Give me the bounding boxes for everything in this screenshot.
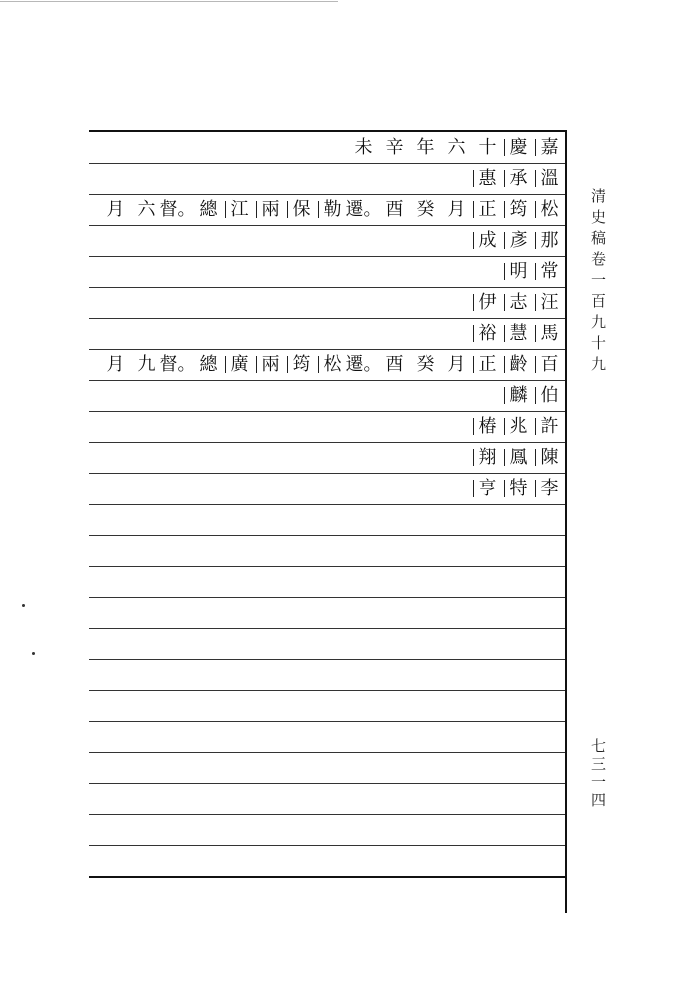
table-cell: 嘉: [534, 132, 565, 163]
table-cell: 齡: [503, 349, 534, 380]
table-rule: [89, 504, 567, 505]
table-rule: [89, 597, 567, 598]
table-rule: [89, 721, 567, 722]
table-cell: 酉: [385, 353, 404, 375]
table-cell: 總: [199, 198, 218, 220]
table-cell: 翔: [472, 442, 503, 473]
table-row: [89, 194, 567, 225]
table-cell: 兩: [255, 194, 286, 225]
table-cell: 月: [447, 198, 466, 220]
page-top-rule: [0, 1, 338, 2]
table-cell: 十: [478, 136, 497, 158]
table-cell: 慶: [503, 132, 534, 163]
table-cell: 特: [503, 473, 534, 504]
table-row: [89, 132, 567, 163]
table-rule: [89, 659, 567, 660]
table-cell: 月: [106, 198, 125, 220]
table-cell: 未: [354, 136, 373, 158]
table-cell: 伯: [534, 380, 565, 411]
table-cell: 兆: [503, 411, 534, 442]
table-cell: 廣: [224, 349, 255, 380]
table-right-border: [565, 130, 567, 913]
table-rule: [89, 876, 567, 878]
table-cell: 馬: [534, 318, 565, 349]
table-cell: 那: [534, 225, 565, 256]
table-cell: 椿: [472, 411, 503, 442]
table-cell: 松: [534, 194, 565, 225]
table-cell: 正: [472, 349, 503, 380]
page-number: 七三一四: [589, 738, 607, 810]
table-row: [89, 256, 567, 287]
table-cell: 筠: [286, 349, 317, 380]
table-cell: 兩: [255, 349, 286, 380]
table-cell: 江: [224, 194, 255, 225]
table-cell: 督。: [159, 198, 196, 220]
table-cell: 癸: [416, 198, 435, 220]
table-cell: 陳: [534, 442, 565, 473]
table-cell: 總: [199, 353, 218, 375]
table-cell: 六: [137, 198, 156, 220]
table-cell: 九: [137, 353, 156, 375]
table-cell: 督。: [159, 353, 196, 375]
table-row: [89, 318, 567, 349]
table-cell: 伊: [472, 287, 503, 318]
table-cell: 彥: [503, 225, 534, 256]
table-cell: 李: [534, 473, 565, 504]
table-cell: 汪: [534, 287, 565, 318]
table-cell: 月: [106, 353, 125, 375]
table-cell: 遷。: [345, 353, 382, 375]
table-cell: 正: [472, 194, 503, 225]
table-cell: 明: [503, 256, 534, 287]
table-cell: 酉: [385, 198, 404, 220]
table-rule: [89, 566, 567, 567]
table-cell: 筠: [503, 194, 534, 225]
table-rule: [89, 814, 567, 815]
table-row: [89, 411, 567, 442]
table-row: [89, 225, 567, 256]
table-cell: 松: [317, 349, 348, 380]
table-cell: 百: [534, 349, 565, 380]
table-cell: 遷。: [345, 198, 382, 220]
table-cell: 承: [503, 163, 534, 194]
table-row: [89, 163, 567, 194]
table-cell: 志: [503, 287, 534, 318]
table-cell: 年: [416, 136, 435, 158]
table-cell: 癸: [416, 353, 435, 375]
table-rule: [89, 752, 567, 753]
table-cell: 惠: [472, 163, 503, 194]
table-cell: 鳳: [503, 442, 534, 473]
table-rule: [89, 535, 567, 536]
table-row: [89, 287, 567, 318]
book-title: 清史稿卷一百九十九: [589, 188, 607, 377]
table-cell: 慧: [503, 318, 534, 349]
table-cell: 裕: [472, 318, 503, 349]
table-row: [89, 473, 567, 504]
table-rule: [89, 628, 567, 629]
table-cell: 保: [286, 194, 317, 225]
table-rule: [89, 690, 567, 691]
table-cell: 溫: [534, 163, 565, 194]
table-cell: 辛: [385, 136, 404, 158]
table-cell: 許: [534, 411, 565, 442]
table-cell: 六: [447, 136, 466, 158]
ink-speck: [22, 604, 25, 607]
table-cell: 成: [472, 225, 503, 256]
ink-speck: [32, 652, 35, 655]
table-row: [89, 380, 567, 411]
table-row: [89, 349, 567, 380]
table-cell: 勒: [317, 194, 348, 225]
table-row: [89, 442, 567, 473]
table-cell: 常: [534, 256, 565, 287]
table-rule: [89, 783, 567, 784]
table-cell: 亨: [472, 473, 503, 504]
table-cell: 月: [447, 353, 466, 375]
table-cell: 麟: [503, 380, 534, 411]
official-table: [89, 130, 567, 913]
table-rule: [89, 845, 567, 846]
